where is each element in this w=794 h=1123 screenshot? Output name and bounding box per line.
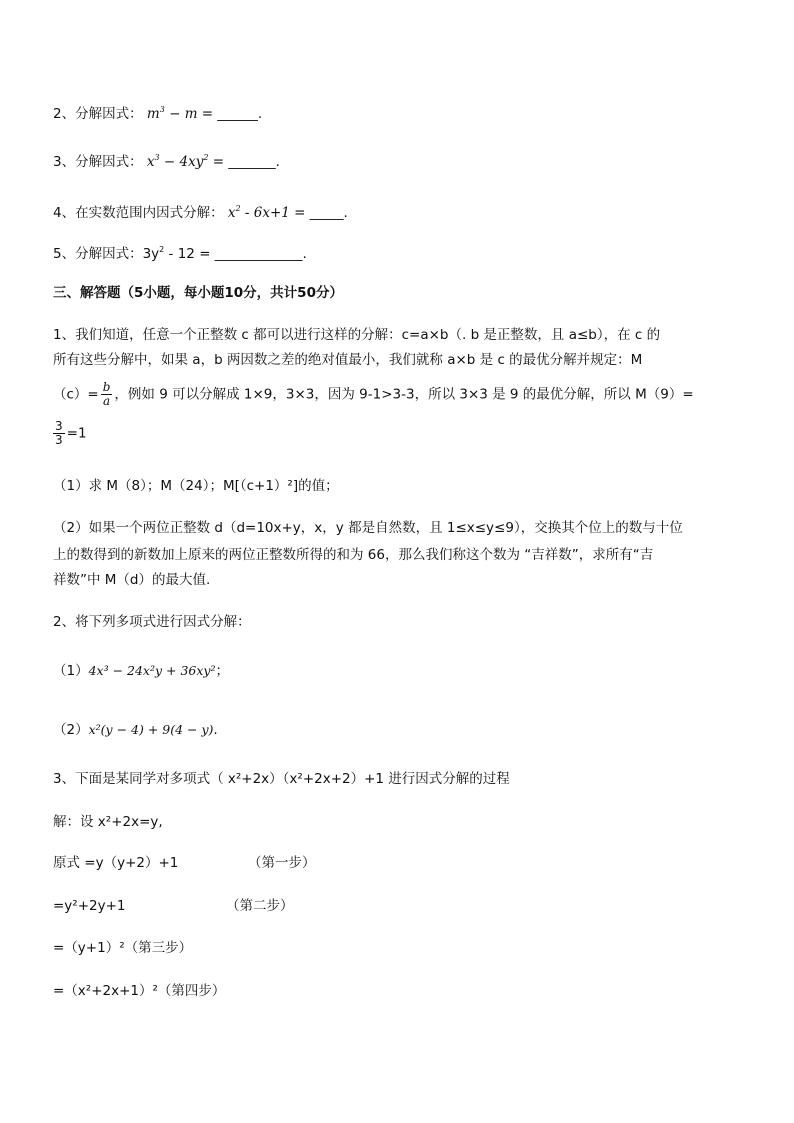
section-3-heading: 三、解答题（5小题，每小题10分，共计50分）	[53, 285, 343, 301]
problem-3-let: 解：设 x²+2x=y,	[53, 814, 163, 830]
step-2-expression: =y²+2y+1	[53, 898, 126, 914]
problem-2-sub-2-expression: x²(y − 4) + 9(4 − y)	[88, 722, 214, 737]
problem-3-step-1	[53, 853, 178, 873]
question-3-end: .	[275, 154, 280, 170]
question-5-prefix: 5、分解因式：3y	[53, 246, 160, 262]
question-5	[53, 240, 307, 264]
problem-2-sub-1-expression: 4x³ − 24x²y + 36xy²	[88, 663, 216, 678]
problem-3-step-3: =（y+1）²（第三步）	[53, 940, 193, 956]
question-2-expression: $m^3 - m$ =	[146, 105, 218, 122]
question-2	[53, 100, 262, 124]
question-4-expression: $x^2 - 6x+1$ =	[227, 204, 310, 221]
problem-3-step-2	[53, 896, 126, 916]
problem-1-sub-2-line-2: 上的数得到的新数加上原来的两位正整数所得的和为 66，那么我们称这个数为 “吉祥数”，求所有“吉	[53, 547, 654, 563]
problem-1-sub-2-line-1: （2）如果一个两位正整数 d（d=10x+y，x，y 都是自然数，且 1≤x≤y≤9），交换其个位上的数与十位	[53, 520, 683, 536]
problem-1-sub-1: （1）求 M（8）；M（24）；M[（c+1）²]的值；	[53, 478, 339, 494]
problem-1-line-4	[53, 420, 87, 447]
question-3	[53, 148, 280, 172]
question-4-blank: _____	[309, 205, 344, 221]
problem-3-step-4: =（x²+2x+1）²（第四步）	[53, 983, 226, 999]
problem-1-example: ，例如 9 可以分解成 1×9，3×3，因为 9-1>3-3，所以 3×3 是 9 的最优分解，所以 M（9）=	[114, 386, 694, 403]
question-4-prefix: 4、在实数范围内因式分解：	[53, 205, 224, 221]
question-2-prefix: 2、分解因式：	[53, 106, 143, 122]
problem-1-result: =1	[66, 425, 87, 442]
fraction-3-over-3: $\frac{3}{3}$	[55, 419, 63, 447]
step-1-note: （第一步）	[248, 855, 316, 871]
problem-3-title: 3、下面是某同学对多项式（ x²+2x）（x²+2x+2）+1 进行因式分解的过程	[53, 771, 510, 787]
question-5-rest: - 12 =	[164, 246, 215, 262]
fraction-b-over-a: $\frac{b}{a}$	[102, 380, 111, 408]
question-2-end: .	[257, 106, 263, 122]
problem-1-m-c: （c）=	[53, 386, 99, 403]
problem-2-title: 2、将下列多项式进行因式分解：	[53, 614, 251, 630]
question-5-end: .	[302, 246, 307, 262]
question-4-end: .	[343, 205, 348, 221]
problem-2-sub-1: （1）4x³ − 24x²y + 36xy²；	[53, 663, 230, 679]
problem-2-sub-2: （2）x²(y − 4) + 9(4 − y).	[53, 722, 218, 738]
step-1-expression: 原式 =y（y+2）+1	[53, 855, 179, 871]
question-2-blank: ______	[217, 106, 258, 122]
question-5-blank: _____________	[214, 246, 303, 262]
question-3-blank: _______	[228, 154, 276, 170]
question-3-expression: $x^3 - 4xy^2$ =	[146, 153, 229, 170]
question-4	[53, 199, 348, 223]
problem-1-line-2: 所有这些分解中，如果 a，b 两因数之差的绝对值最小，我们就称 a×b 是 c 的最优分解并规定：M	[53, 352, 643, 368]
problem-1-line-1: 1、我们知道，任意一个正整数 c 都可以进行这样的分解：c=a×b（. b 是正整数，且 a≤b），在 c 的	[53, 327, 661, 343]
step-2-note: （第二步）	[226, 898, 294, 914]
question-5-exponent: 2	[159, 245, 165, 254]
problem-1-line-3	[53, 381, 694, 408]
question-3-prefix: 3、分解因式：	[53, 154, 143, 170]
problem-1-sub-2-line-3: 祥数”中 M（d）的最大值.	[53, 572, 211, 588]
